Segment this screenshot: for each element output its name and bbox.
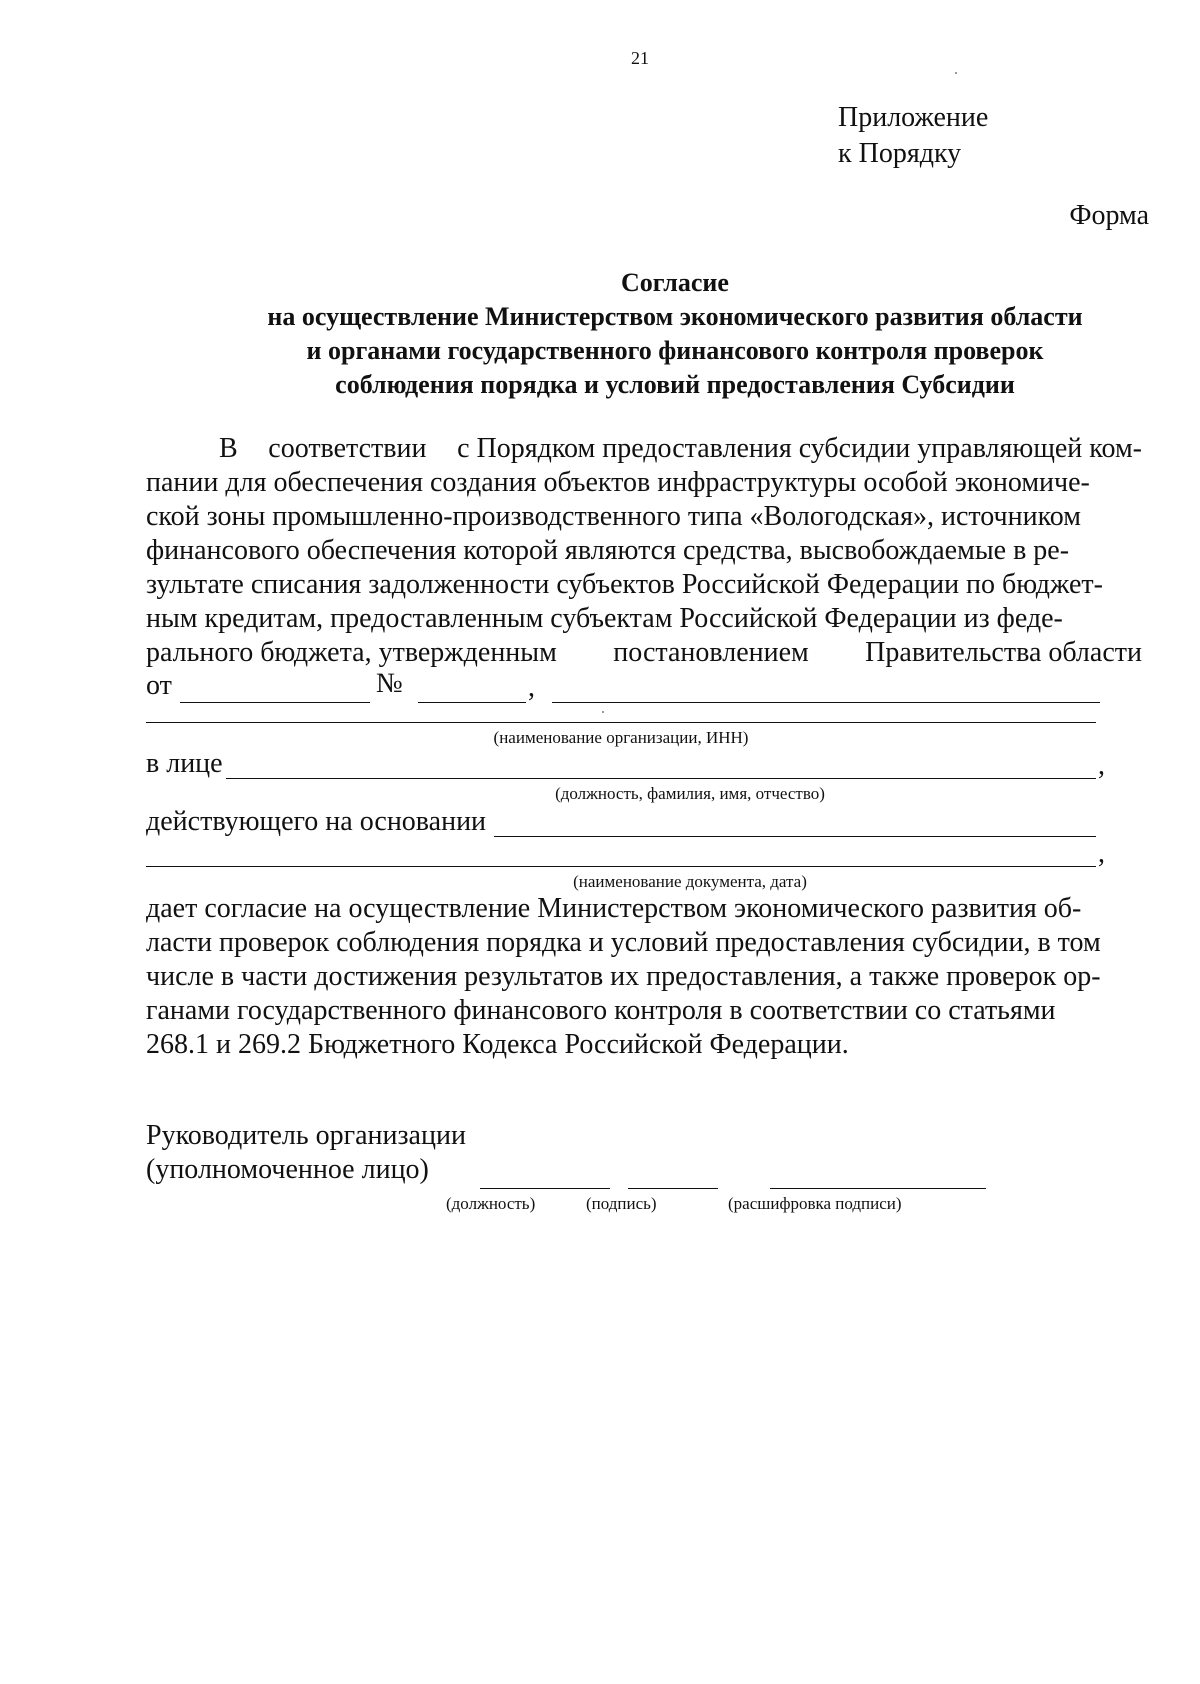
consent-paragraph (146, 892, 1142, 1062)
paragraph-line (146, 466, 1142, 500)
appendix-label (838, 100, 988, 172)
signature-decoding-field[interactable] (770, 1188, 986, 1189)
paragraph-line (146, 1028, 1142, 1062)
paragraph-line (146, 432, 1142, 466)
number-label: № (376, 668, 403, 699)
paragraph-line (146, 994, 1142, 1028)
comma: , (1098, 838, 1105, 869)
acting-basis-label: действующего на основании (146, 806, 487, 837)
text-fragment: постановлением (613, 637, 809, 668)
text-fragment: пании для обеспечения создания объектов инфраструктуры особой экономиче- (146, 467, 1090, 498)
text-fragment: ганами государственного финансового контроля в соответствии со статьями (146, 995, 1056, 1026)
date-field[interactable] (180, 702, 370, 703)
paragraph-line (146, 568, 1142, 602)
authorized-person-label: (уполномоченное лицо) (146, 1154, 429, 1185)
text-fragment: В (219, 433, 238, 464)
representative-field[interactable] (226, 778, 1096, 779)
scan-speck (955, 72, 957, 74)
text-fragment: ным кредитам, предоставленным субъектам Российской Федерации из феде- (146, 603, 1063, 634)
paragraph-line (146, 960, 1142, 994)
text-fragment: числе в части достижения результатов их предоставления, а также проверок ор- (146, 961, 1101, 992)
organization-field-part1[interactable] (552, 702, 1100, 703)
basis-document-field-2[interactable] (146, 866, 1096, 867)
text-fragment: рального бюджета, утвержденным (146, 637, 557, 668)
signature-caption: (подпись) (586, 1194, 657, 1213)
title-line-2: на осуществление Министерством экономического развития области (267, 302, 1083, 331)
scan-speck (602, 711, 604, 713)
text-fragment: с Порядком предоставления субсидии управляющей ком- (457, 433, 1142, 464)
appendix-line-2: к Порядку (838, 138, 962, 169)
position-field[interactable] (480, 1188, 610, 1189)
text-fragment: дает согласие на осуществление Министерством экономического развития об- (146, 893, 1082, 924)
text-fragment: соответствии (268, 433, 427, 464)
text-fragment: Правительства области (865, 637, 1142, 668)
paragraph-line (146, 534, 1142, 568)
text-fragment: 268.1 и 269.2 Бюджетного Кодекса Российской Федерации. (146, 1029, 849, 1060)
text-fragment: финансового обеспечения которой являются средства, высвобождаемые в ре- (146, 535, 1070, 566)
number-field[interactable] (418, 702, 526, 703)
comma: , (1098, 750, 1105, 781)
representative-caption: (должность, фамилия, имя, отчество) (555, 784, 825, 803)
from-label: от (146, 670, 172, 701)
title-line-4: соблюдения порядка и условий предоставления Субсидии (335, 370, 1015, 399)
paragraph-line (146, 926, 1142, 960)
page-number: 21 (631, 48, 649, 68)
consent-intro-paragraph (146, 432, 1142, 670)
organization-caption: (наименование организации, ИНН) (493, 728, 749, 747)
decoding-caption: (расшифровка подписи) (728, 1194, 902, 1213)
text-fragment: зультате списания задолженности субъектов Российской Федерации по бюджет- (146, 569, 1103, 600)
organization-field[interactable] (146, 722, 1096, 723)
signature-field[interactable] (628, 1188, 718, 1189)
title-line-1: Согласие (621, 268, 729, 297)
comma: , (528, 672, 535, 703)
paragraph-line (146, 636, 1142, 670)
basis-document-field[interactable] (494, 836, 1096, 837)
paragraph-line (146, 602, 1142, 636)
title-line-3: и органами государственного финансового контроля проверок (306, 336, 1044, 365)
signatory-title: Руководитель организации (146, 1120, 466, 1151)
paragraph-line (146, 892, 1142, 926)
appendix-line-1: Приложение (838, 102, 989, 133)
form-label: Форма (1069, 200, 1149, 231)
text-fragment: ской зоны промышленно-производственного типа «Вологодская», источником (146, 501, 1081, 532)
document-title (150, 266, 1200, 402)
in-person-label: в лице (146, 748, 223, 779)
position-caption: (должность) (446, 1194, 536, 1213)
text-fragment: ласти проверок соблюдения порядка и условий предоставления субсидии, в том (146, 927, 1101, 958)
paragraph-line (146, 500, 1142, 534)
basis-document-caption: (наименование документа, дата) (573, 872, 807, 891)
